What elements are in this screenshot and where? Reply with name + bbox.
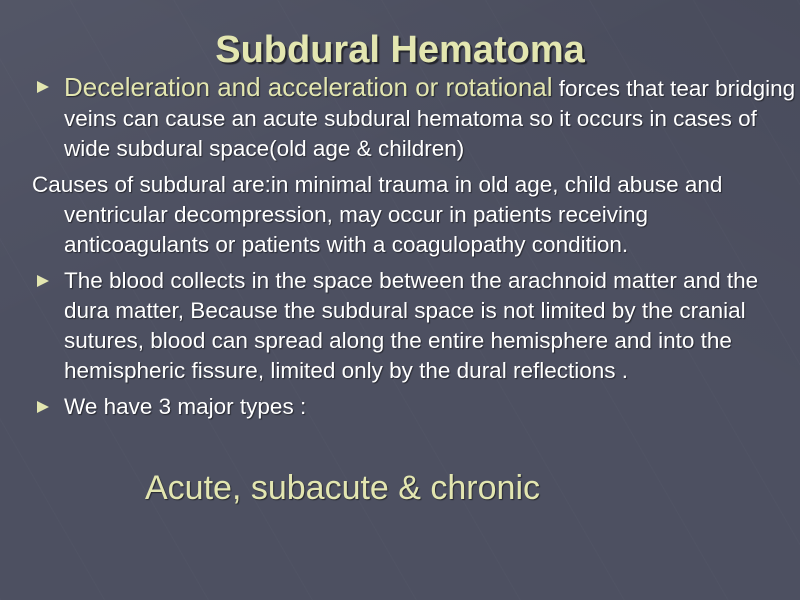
bullet-list: [32, 72, 796, 428]
bullet-accent-text: Deceleration and acceleration or rotational: [64, 72, 553, 102]
triangle-bullet-icon: [37, 401, 49, 413]
bullet-item-causes: [32, 170, 796, 260]
bullet-item-mechanism: [32, 72, 796, 164]
bullet-text: forces that tear bridging veins can cause an acute subdural hematoma so it occurs in cases of wide subdural space(old age & children): [64, 76, 796, 161]
bullet-text: We have 3 major types :: [64, 394, 307, 419]
slide-title: Subdural Hematoma: [215, 29, 585, 71]
triangle-bullet-icon: [37, 275, 49, 287]
bullet-item-blood-collection: [32, 266, 796, 386]
types-line: Acute, subacute & chronic: [145, 469, 541, 507]
triangle-bullet-icon: [37, 81, 49, 93]
bullet-text: The blood collects in the space between the arachnoid matter and the dura matter, Because the subdural space is not limited by the cranial sutures, blood can spread along the entire hemisphere and into the hemispheric fissure, limited only by the dural reflections .: [64, 268, 759, 383]
bullet-item-types: [32, 392, 796, 422]
bullet-text: Causes of subdural are:in minimal trauma in old age, child abuse and ventricular decompression, may occur in patients receiving anticoagulants or patients with a coagulopathy condition.: [32, 172, 723, 257]
